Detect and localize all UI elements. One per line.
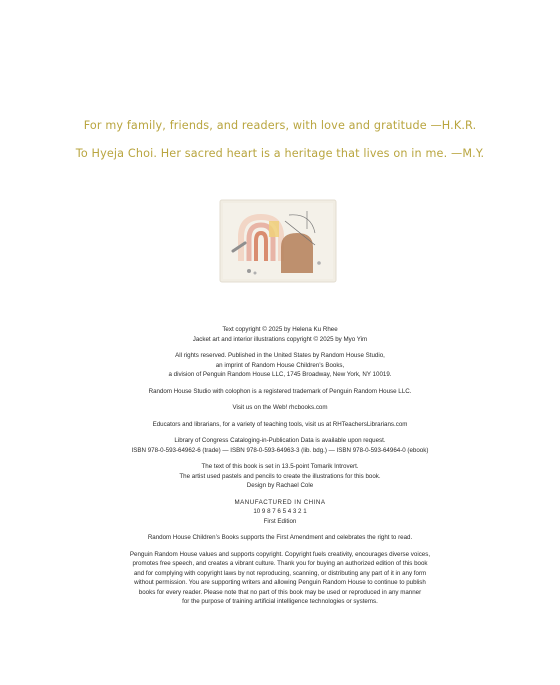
rights-notice	[80, 351, 480, 380]
trademark-line: Random House Studio with colophon is a registered trademark of Penguin Random House LLC.	[148, 387, 412, 395]
values-line: and for complying with copyright laws by not reproducing, scanning, or distributing any part of it in any form	[133, 569, 427, 577]
medium-line: The artist used pastels and pencils to create the illustrations for this book.	[179, 472, 381, 480]
values-line: without permission. You are supporting writers and allowing Penguin Random House to continue to publish	[134, 579, 426, 586]
manufacturing-notice	[80, 498, 480, 527]
abstract-pastel-artwork-icon	[219, 199, 337, 283]
rights-line: an imprint of Random House Children’s Books,	[215, 361, 345, 369]
values-line: Penguin Random House values and supports copyright. Copyright fuels creativity, encourages diverse voices,	[129, 550, 431, 558]
printing-line: 10 9 8 7 6 5 4 3 2 1	[253, 508, 307, 515]
manufactured-line: MANUFACTURED IN CHINA	[234, 498, 326, 506]
first-amendment-line: Random House Children’s Books supports the First Amendment and celebrates the right to read.	[147, 534, 413, 541]
website-line: Visit us on the Web! rhcbooks.com	[232, 404, 328, 411]
cataloging-notice	[80, 436, 480, 455]
art-copyright: Jacket art and interior illustrations copyright © 2025 by Myo Yim	[192, 335, 368, 343]
typography-notice	[80, 462, 480, 491]
values-line: for the purpose of training artificial intelligence technologies or systems.	[182, 598, 378, 605]
values-line: books for every reader. Please note that no part of this book may be used or reproduced in any manner	[138, 588, 422, 596]
typeface-line: The text of this book is set in 13.5-point Tomarik Introvert.	[201, 463, 359, 470]
copyright-notice	[80, 325, 480, 344]
website-notice	[80, 403, 480, 413]
rights-line: a division of Penguin Random House LLC, 1745 Broadway, New York, NY 10019.	[168, 371, 392, 378]
trademark-notice	[80, 387, 480, 397]
educators-notice	[80, 420, 480, 430]
dedication-author: For my family, friends, and readers, with love and gratitude —H.K.R.	[83, 119, 477, 132]
dedications	[0, 112, 560, 168]
isbn-line: ISBN 978-0-593-64962-6 (trade) — ISBN 978-0-593-64963-3 (lib. bdg.) — ISBN 978-0-593-64964-0 (ebook)	[131, 446, 429, 454]
first-amendment-notice	[80, 533, 480, 543]
dedication-illustrator: To Hyeja Choi. Her sacred heart is a heritage that lives on in me. —M.Y.	[75, 147, 485, 160]
copyright-values-notice	[80, 550, 480, 607]
copyright-page	[80, 325, 480, 614]
values-line: promotes free speech, and creates a vibrant culture. Thank you for buying an authorized edition of this book	[132, 560, 428, 567]
educators-line: Educators and librarians, for a variety of teaching tools, visit us at RHTeachersLibrarians.com	[152, 420, 408, 428]
edition-line: First Edition	[263, 517, 297, 525]
text-copyright: Text copyright © 2025 by Helena Ku Rhee	[222, 326, 338, 333]
cataloging-line: Library of Congress Cataloging-in-Publication Data is available upon request.	[174, 437, 386, 444]
design-credit: Design by Rachael Cole	[246, 482, 314, 489]
rights-line: All rights reserved. Published in the United States by Random House Studio,	[175, 352, 385, 359]
